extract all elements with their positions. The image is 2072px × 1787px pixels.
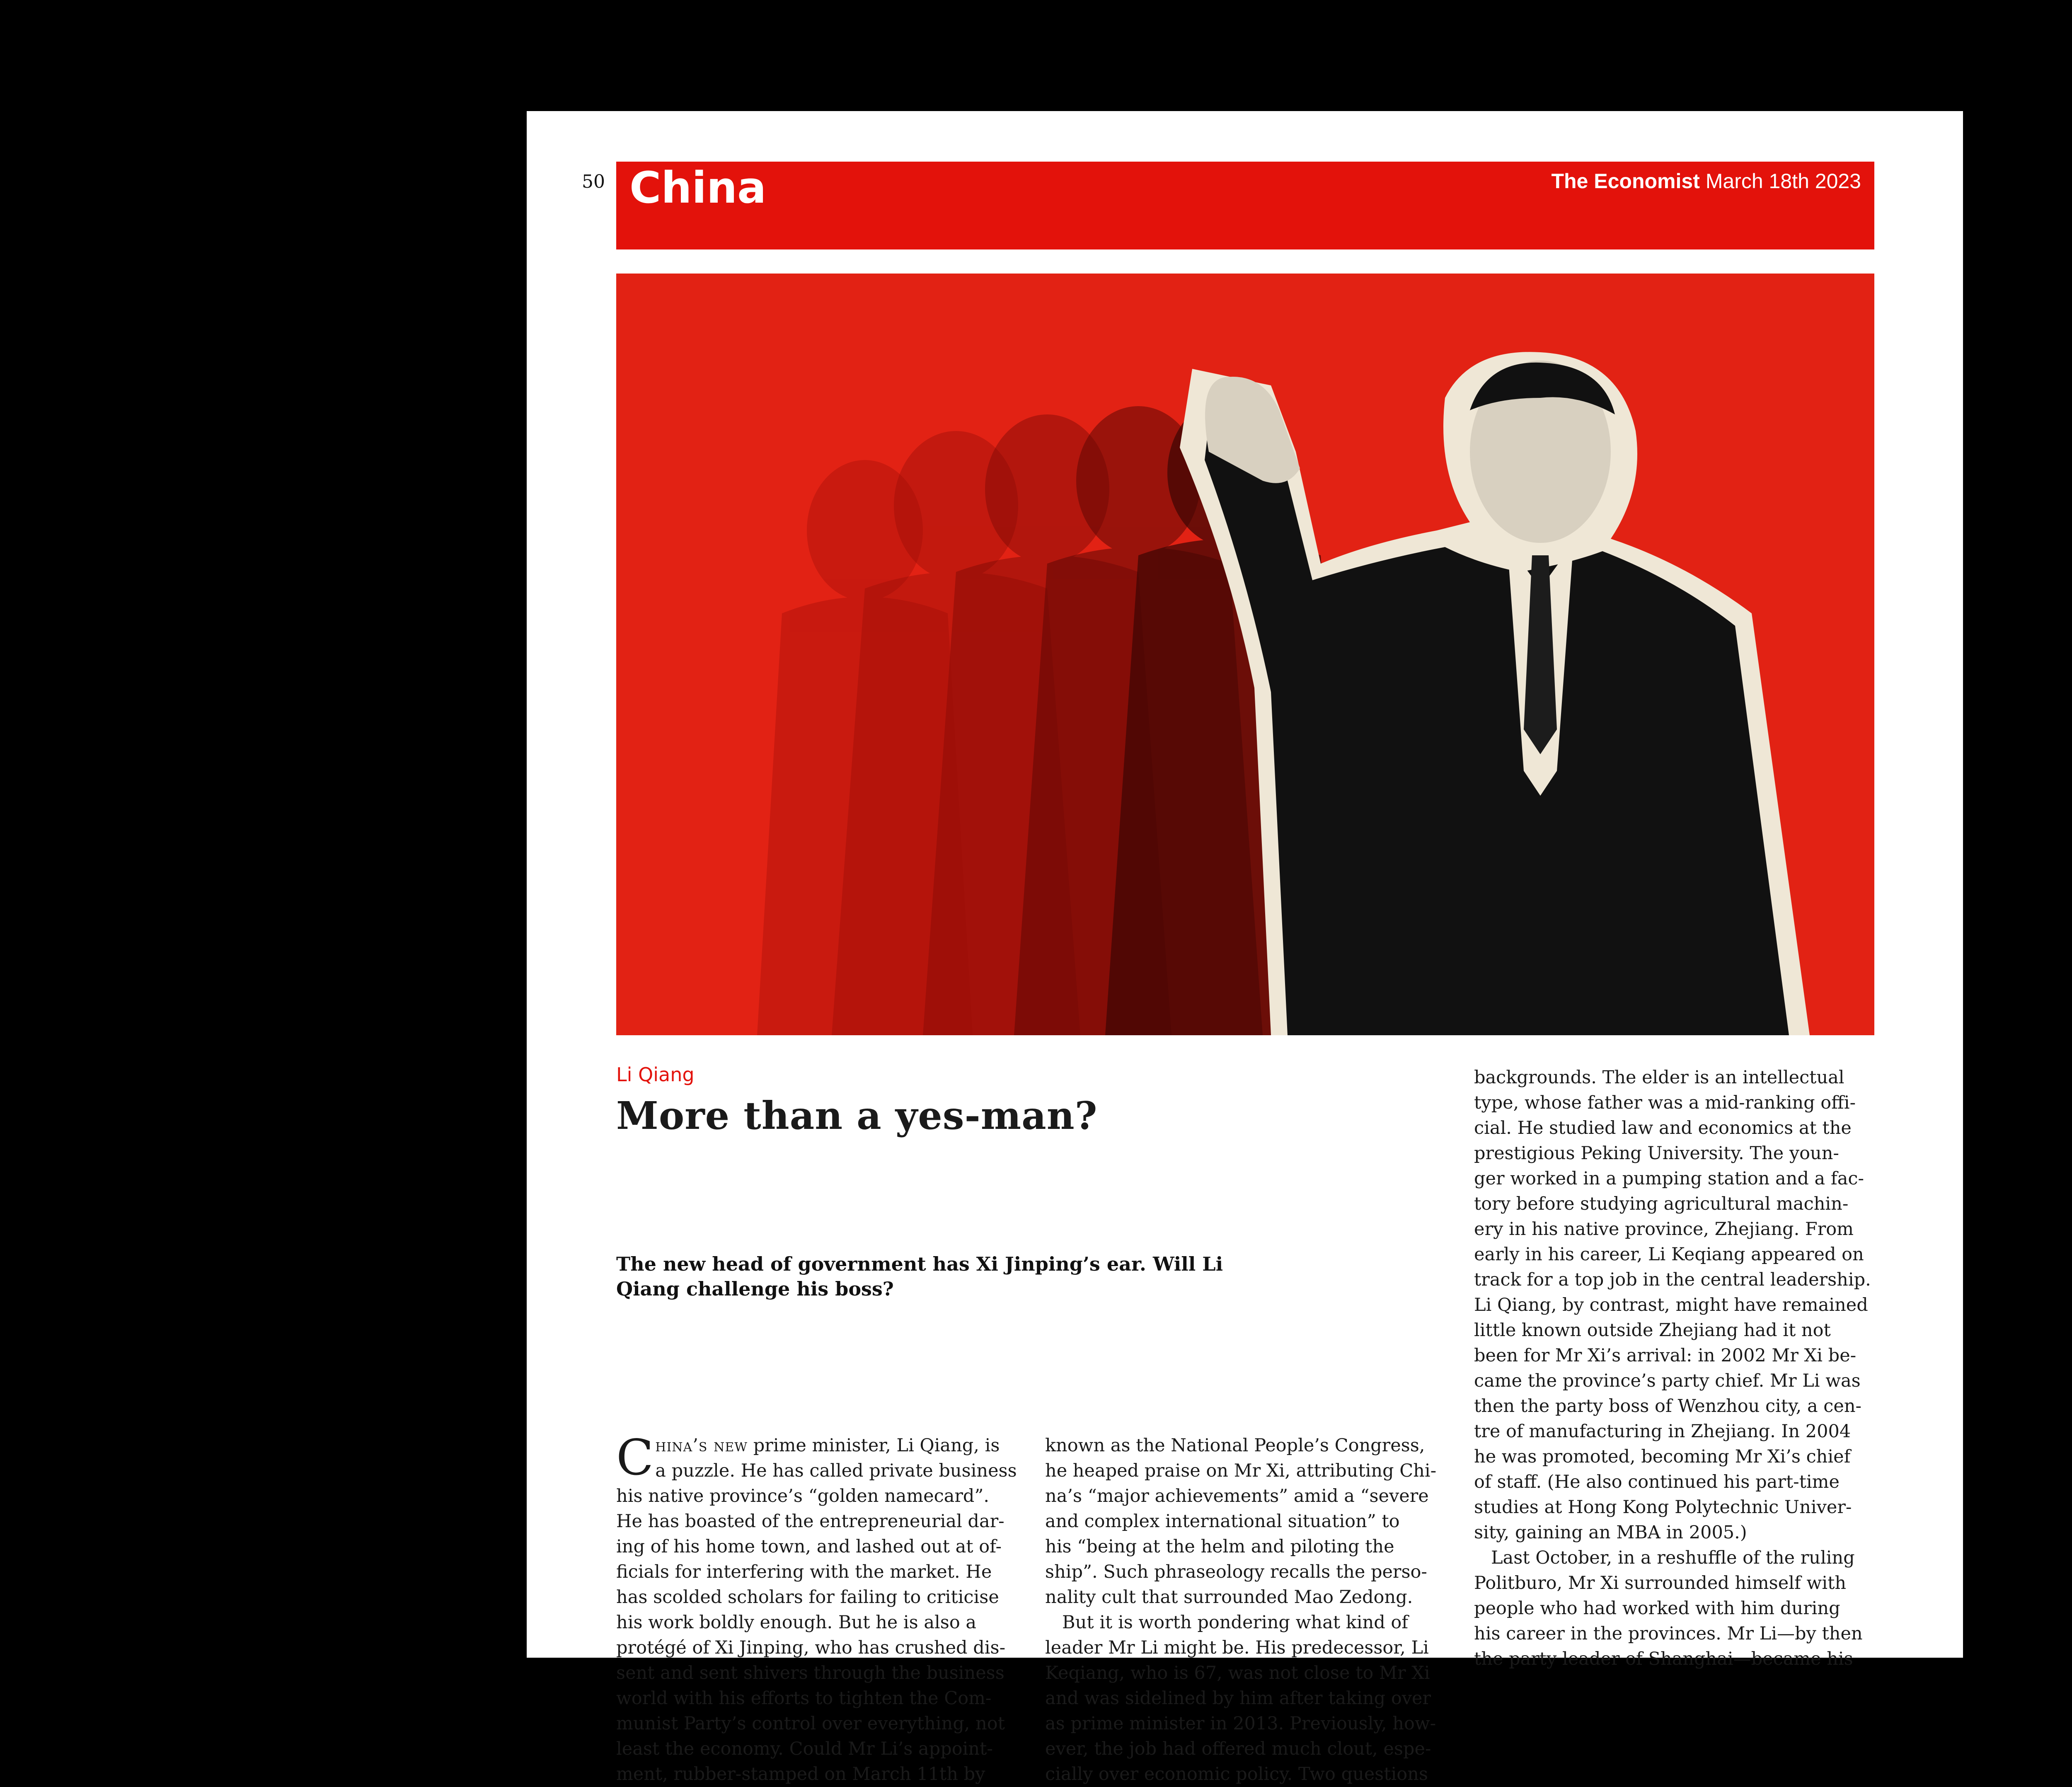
text-line: little known outside Zhejiang had it not: [1474, 1320, 1831, 1341]
small-caps-opening: hina’s new: [655, 1435, 748, 1456]
text-line: Politburo, Mr Xi surrounded himself with: [1474, 1573, 1847, 1593]
text-line: of staff. (He also continued his part-time: [1474, 1472, 1840, 1492]
text-line: his “being at the helm and piloting the: [1045, 1536, 1394, 1557]
text-line: ger worked in a pumping station and a fac-: [1474, 1168, 1864, 1189]
text-line: as prime minister in 2013. Previously, how-: [1045, 1713, 1436, 1734]
text-line: he was promoted, becoming Mr Xi’s chief: [1474, 1446, 1851, 1467]
publication-name: The Economist: [1551, 169, 1700, 193]
text-line: Li Qiang, by contrast, might have remained: [1474, 1295, 1868, 1315]
article-kicker: Li Qiang: [616, 1063, 695, 1086]
text-line: tre of manufacturing in Zhejiang. In 2004: [1474, 1421, 1851, 1442]
text-line: ing of his home town, and lashed out at of-: [616, 1536, 1002, 1557]
text-line: ery in his native province, Zhejiang. From: [1474, 1219, 1854, 1240]
text-line: cial. He studied law and economics at the: [1474, 1118, 1852, 1138]
text-line: nality cult that surrounded Mao Zedong.: [1045, 1587, 1413, 1608]
article-column-2: [1045, 1433, 1447, 1787]
issue-date: March 18th 2023: [1705, 169, 1861, 193]
text-line: hina’s new prime minister, Li Qiang, is: [655, 1435, 1000, 1456]
text-line: the party leader of Shanghai—became his: [1474, 1649, 1853, 1669]
article-column-1: [616, 1429, 1018, 1787]
text-line: studies at Hong Kong Polytechnic Univer-: [1474, 1497, 1852, 1518]
drop-cap: C: [616, 1429, 654, 1486]
article-headline: More than a yes-man?: [616, 1093, 1098, 1138]
text-line: protégé of Xi Jinping, who has crushed dis-: [616, 1637, 1006, 1658]
masthead: [1551, 169, 1861, 193]
text-line: He has boasted of the entrepreneurial dar-: [616, 1511, 1005, 1532]
text-line: came the province’s party chief. Mr Li was: [1474, 1371, 1861, 1391]
article-standfirst: The new head of government has Xi Jinping’s ear. Will Li Qiang challenge his boss?: [616, 1253, 1223, 1300]
hero-illustration: [616, 274, 1874, 1035]
page-number: 50: [582, 171, 605, 192]
text-line: ficials for interfering with the market. He: [616, 1562, 992, 1582]
section-title: China: [629, 162, 767, 213]
text-line: has scolded scholars for failing to criticise: [616, 1587, 999, 1608]
text-line: sity, gaining an MBA in 2005.): [1474, 1522, 1747, 1543]
text-line: sent and sent shivers through the business: [616, 1663, 1005, 1683]
waving-figure-illustration: [616, 274, 1874, 1035]
text-line: tory before studying agricultural machin-: [1474, 1194, 1849, 1214]
text-line: track for a top job in the central leadership.: [1474, 1269, 1871, 1290]
text-line: and complex international situation” to: [1045, 1511, 1400, 1532]
magazine-page: [527, 111, 1963, 1785]
text-line: But it is worth pondering what kind of: [1045, 1612, 1409, 1633]
text-line: cially over economic policy. Two questions: [1045, 1764, 1428, 1785]
text-line: his career in the provinces. Mr Li—by then: [1474, 1623, 1863, 1644]
text-line: leader Mr Li might be. His predecessor, Li: [1045, 1637, 1429, 1658]
article-column-3: [1474, 1065, 1876, 1672]
text-line: a puzzle. He has called private business: [655, 1460, 1017, 1481]
text-line: ship”. Such phraseology recalls the perso-: [1045, 1562, 1427, 1582]
text-line: type, whose father was a mid-ranking offi-: [1474, 1092, 1856, 1113]
text-line: least the economy. Could Mr Li’s appoint-: [616, 1739, 993, 1759]
text-line: then the party boss of Wenzhou city, a cen-: [1474, 1396, 1862, 1417]
text-line: people who had worked with him during: [1474, 1598, 1840, 1619]
text-line: na’s “major achievements” amid a “severe: [1045, 1486, 1429, 1506]
section-header-bar: [616, 162, 1874, 249]
main-figure: [1180, 352, 1810, 1035]
text-line: world with his efforts to tighten the Com-: [616, 1688, 992, 1709]
text-line: prestigious Peking University. The youn-: [1474, 1143, 1839, 1164]
text-line: been for Mr Xi’s arrival: in 2002 Mr Xi be-: [1474, 1345, 1857, 1366]
text-line: Last October, in a reshuffle of the ruling: [1474, 1547, 1855, 1568]
text-line: munist Party’s control over everything, not: [616, 1713, 1005, 1734]
text-line: backgrounds. The elder is an intellectual: [1474, 1067, 1844, 1088]
text-line: and was sidelined by him after taking over: [1045, 1688, 1431, 1709]
text-line: early in his career, Li Keqiang appeared on: [1474, 1244, 1864, 1265]
text-line: Keqiang, who is 67, was not close to Mr Xi: [1045, 1663, 1430, 1683]
text-line: ment, rubber-stamped on March 11th by: [616, 1764, 985, 1785]
text-line: he heaped praise on Mr Xi, attributing Chi-: [1045, 1460, 1437, 1481]
text-line: known as the National People’s Congress,: [1045, 1435, 1425, 1456]
text-line: his work boldly enough. But he is also a: [616, 1612, 977, 1633]
text-line: ever, the job had offered much clout, espe-: [1045, 1739, 1431, 1759]
text-line: his native province’s “golden namecard”.: [616, 1486, 990, 1506]
